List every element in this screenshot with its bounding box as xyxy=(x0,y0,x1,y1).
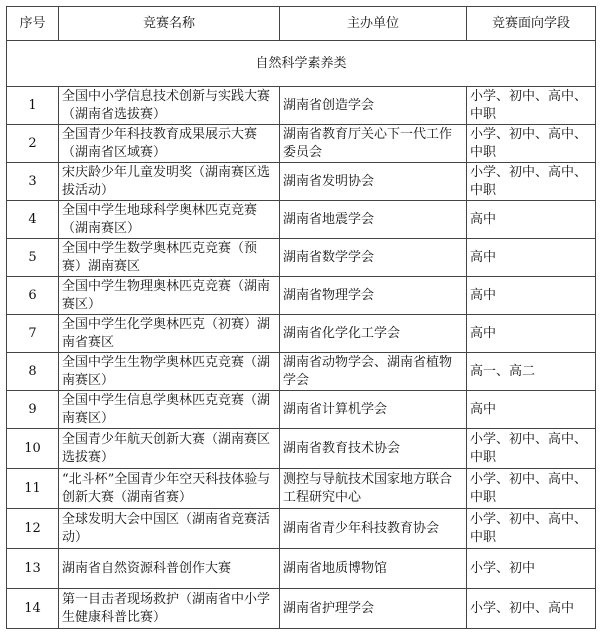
category-title: 自然科学素养类 xyxy=(7,41,596,87)
table-row xyxy=(7,391,596,429)
header-row xyxy=(7,7,596,41)
school-level: 高中 xyxy=(467,201,596,239)
header-school-level: 竞赛面向学段 xyxy=(467,7,596,41)
competition-name: 全国青少年科技教育成果展示大赛（湖南省区域赛） xyxy=(59,125,280,163)
competition-name: 全球发明大会中国区（湖南省竞赛活动） xyxy=(59,509,280,549)
table-row xyxy=(7,469,596,509)
row-number: 7 xyxy=(7,315,59,353)
table-row xyxy=(7,353,596,391)
school-level: 小学、初中 xyxy=(467,549,596,589)
table-row xyxy=(7,201,596,239)
row-number: 12 xyxy=(7,509,59,549)
table-row xyxy=(7,315,596,353)
row-number: 13 xyxy=(7,549,59,589)
competition-name: “北斗杯”全国青少年空天科技体验与创新大赛（湖南省赛） xyxy=(59,469,280,509)
school-level: 小学、初中、高中、中职 xyxy=(467,429,596,469)
organizer: 湖南省发明协会 xyxy=(280,163,467,201)
row-number: 9 xyxy=(7,391,59,429)
organizer: 湖南省护理学会 xyxy=(280,589,467,629)
school-level: 小学、初中、高中、中职 xyxy=(467,469,596,509)
header-organizer: 主办单位 xyxy=(280,7,467,41)
organizer: 湖南省计算机学会 xyxy=(280,391,467,429)
school-level: 小学、初中、高中、中职 xyxy=(467,163,596,201)
school-level: 高中 xyxy=(467,239,596,277)
organizer: 湖南省创造学会 xyxy=(280,87,467,125)
organizer: 湖南省教育技术协会 xyxy=(280,429,467,469)
school-level: 高中 xyxy=(467,277,596,315)
row-number: 5 xyxy=(7,239,59,277)
row-number: 1 xyxy=(7,87,59,125)
table-row xyxy=(7,125,596,163)
organizer: 湖南省地质博物馆 xyxy=(280,549,467,589)
row-number: 14 xyxy=(7,589,59,629)
competition-name: 湖南省自然资源科普创作大赛 xyxy=(59,549,280,589)
table-row xyxy=(7,429,596,469)
organizer: 测控与导航技术国家地方联合工程研究中心 xyxy=(280,469,467,509)
competition-name: 宋庆龄少年儿童发明奖（湖南赛区选拔活动） xyxy=(59,163,280,201)
competition-name: 第一目击者现场救护（湖南省中小学生健康科普比赛） xyxy=(59,589,280,629)
row-number: 8 xyxy=(7,353,59,391)
school-level: 小学、初中、高中、中职 xyxy=(467,87,596,125)
table-row xyxy=(7,277,596,315)
school-level: 高中 xyxy=(467,391,596,429)
table-row xyxy=(7,87,596,125)
competition-name: 全国青少年航天创新大赛（湖南赛区选拔赛） xyxy=(59,429,280,469)
competition-name: 全国中学生化学奥林匹克（初赛）湖南省赛区 xyxy=(59,315,280,353)
table-row xyxy=(7,589,596,629)
row-number: 3 xyxy=(7,163,59,201)
school-level: 小学、初中、高中 xyxy=(467,589,596,629)
competition-name: 全国中学生物理奥林匹克竞赛（湖南赛区） xyxy=(59,277,280,315)
school-level: 小学、初中、高中、中职 xyxy=(467,509,596,549)
table-row xyxy=(7,163,596,201)
school-level: 高中 xyxy=(467,315,596,353)
category-row xyxy=(7,41,596,87)
table-row xyxy=(7,239,596,277)
organizer: 湖南省教育厅关心下一代工作委员会 xyxy=(280,125,467,163)
row-number: 11 xyxy=(7,469,59,509)
competition-table xyxy=(6,6,596,629)
row-number: 6 xyxy=(7,277,59,315)
competition-name: 全国中学生地球科学奥林匹克竞赛（湖南赛区） xyxy=(59,201,280,239)
header-number: 序号 xyxy=(7,7,59,41)
organizer: 湖南省动物学会、湖南省植物学会 xyxy=(280,353,467,391)
competition-name: 全国中学生生物学奥林匹克竞赛（湖南赛区） xyxy=(59,353,280,391)
table-row xyxy=(7,549,596,589)
school-level: 高一、高二 xyxy=(467,353,596,391)
organizer: 湖南省青少年科技教育协会 xyxy=(280,509,467,549)
school-level: 小学、初中、高中、中职 xyxy=(467,125,596,163)
organizer: 湖南省地震学会 xyxy=(280,201,467,239)
row-number: 10 xyxy=(7,429,59,469)
organizer: 湖南省数学学会 xyxy=(280,239,467,277)
competition-name: 全国中小学信息技术创新与实践大赛（湖南省选拔赛） xyxy=(59,87,280,125)
organizer: 湖南省化学化工学会 xyxy=(280,315,467,353)
organizer: 湖南省物理学会 xyxy=(280,277,467,315)
competition-name: 全国中学生数学奥林匹克竞赛（预赛）湖南赛区 xyxy=(59,239,280,277)
row-number: 4 xyxy=(7,201,59,239)
table-row xyxy=(7,509,596,549)
row-number: 2 xyxy=(7,125,59,163)
competition-name: 全国中学生信息学奥林匹克竞赛（湖南赛区） xyxy=(59,391,280,429)
header-competition-name: 竞赛名称 xyxy=(59,7,280,41)
